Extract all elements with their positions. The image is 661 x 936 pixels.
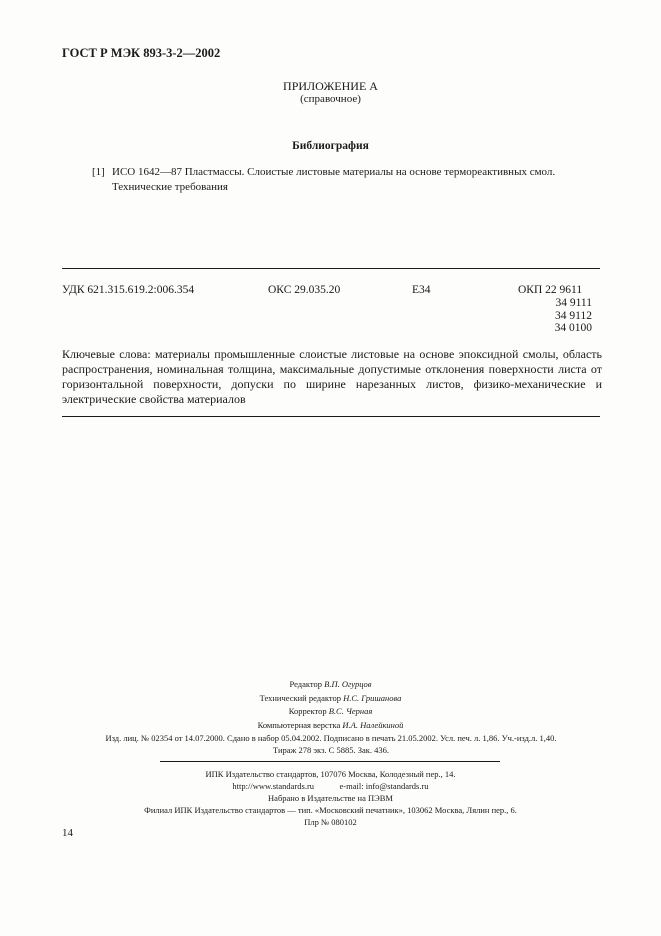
bibliography-title: Библиография	[292, 140, 369, 152]
bibliography-entry	[92, 165, 600, 195]
divider-publisher	[160, 761, 500, 762]
okp-code-item: 34 0100	[554, 322, 592, 334]
appendix-title: ПРИЛОЖЕНИЕ А	[283, 79, 378, 93]
okp-code: ОКП 22 9611	[518, 284, 583, 296]
document-id: ГОСТ Р МЭК 893-3-2—2002	[62, 46, 221, 60]
publication-line: Изд. лиц. № 02354 от 14.07.2000. Сдано в набор 05.04.2002. Подписано в печать 21.05.2002. Усл. печ. л. 1,86. Уч.-изд.л. 1,40.	[105, 733, 557, 743]
publisher-address: ИПК Издательство стандартов, 107076 Москва, Колодезный пер., 14.	[205, 769, 456, 779]
keywords-paragraph: Ключевые слова: материалы промышленные слоистые листовые на основе эпоксидной смолы, область распространения, номинальная толщина, максимальные допустимые отклонения поверхности листа от горизонтальной поверхности, допуски по ширине нарезанных листов, физико-механические и электрические свойства материалов	[62, 347, 602, 406]
publication-line: Тираж 278 экз. С 5885. Зак. 436.	[272, 745, 390, 755]
divider-top	[62, 268, 600, 269]
publisher-typeset: Набрано в Издательстве на ПЭВМ	[268, 793, 393, 803]
credit-tech-editor: Технический редактор Н.С. Гришанова	[259, 692, 402, 703]
udk-code: УДК 621.315.619.2:006.354	[62, 284, 195, 296]
credit-editor: Редактор В.П. Огурцов	[289, 679, 372, 689]
group-code: Е34	[412, 284, 431, 296]
credit-proofreader: Корректор В.С. Черная	[288, 706, 373, 716]
credits-block	[0, 678, 661, 732]
divider-bottom	[62, 416, 600, 417]
publisher-license: Плр № 080102	[304, 817, 357, 827]
publisher-website[interactable]: http://www.standards.ru	[232, 781, 315, 791]
appendix-subtitle: (справочное)	[300, 93, 361, 105]
okp-code-item: 34 9112	[555, 309, 592, 322]
bibliography-entry-text: ИСО 1642—87 Пластмассы. Слоистые листовые материалы на основе термореактивных смол. Технические требования	[112, 166, 556, 193]
publisher-contacts	[0, 780, 661, 792]
page-number: 14	[62, 827, 73, 839]
publisher-email[interactable]: e-mail: info@standards.ru	[339, 781, 429, 791]
publication-info	[62, 732, 600, 756]
okp-code-list	[552, 297, 592, 335]
oks-code: ОКС 29.035.20	[268, 284, 341, 296]
okp-code-item: 34 9111	[555, 297, 592, 309]
bibliography-entry-number: [1]	[92, 166, 105, 178]
publisher-info	[0, 768, 661, 828]
credit-layout: Компьютерная верстка И.А. Налейкиной	[257, 719, 404, 730]
publisher-branch: Филиал ИПК Издательство стандартов — тип. «Московский печатник», 103062 Москва, Лялин пер., 6.	[144, 805, 517, 815]
